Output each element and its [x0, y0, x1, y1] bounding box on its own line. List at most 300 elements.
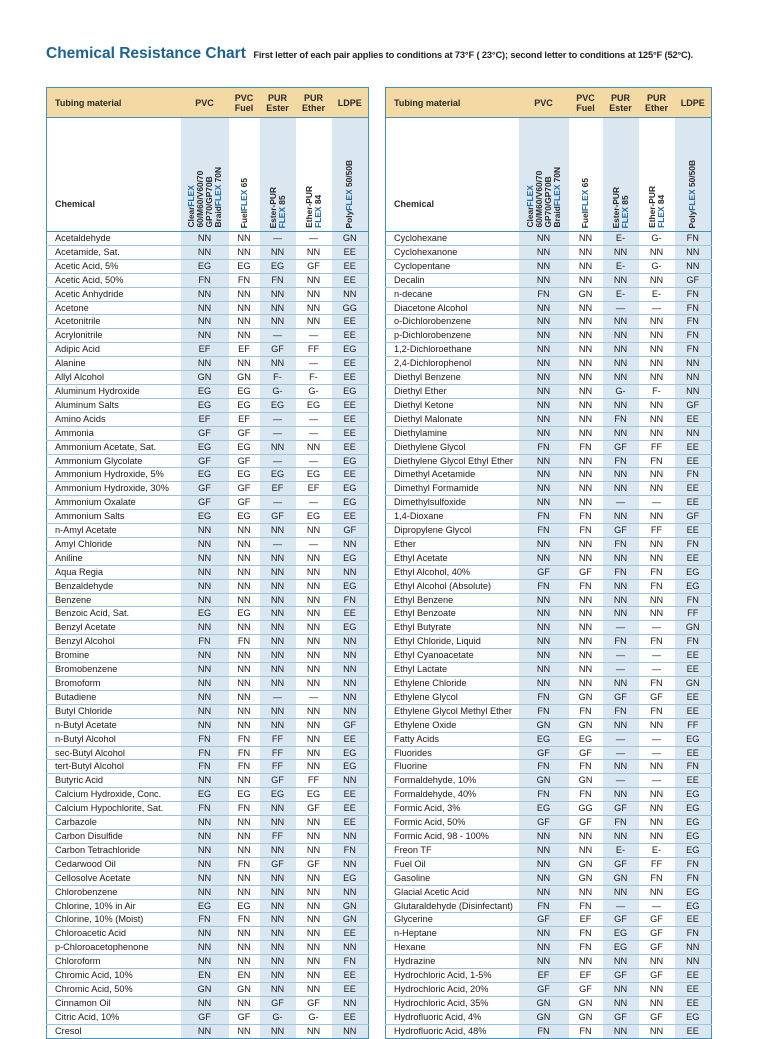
chemical-name: Cyclopentane [386, 259, 519, 273]
pvc-fuel-rating: NN [569, 301, 603, 315]
pvc-fuel-rating: NN [569, 537, 603, 551]
pur-ester-rating: NN [260, 565, 296, 579]
chemical-name: Amino Acids [47, 412, 181, 426]
pvc-rating: GF [181, 454, 229, 468]
pur-ether-rating: — [296, 426, 332, 440]
ldpe-rating: NN [332, 649, 369, 663]
table-row [47, 732, 369, 746]
table-row [386, 718, 712, 732]
pur-ester-rating: — [260, 537, 296, 551]
ldpe-rating: NN [332, 885, 369, 899]
ldpe-rating: EG [675, 579, 712, 593]
table-row [386, 565, 712, 579]
ldpe-products [332, 118, 369, 232]
pur-ester-rating: GF [603, 969, 639, 983]
ldpe-rating: EG [332, 384, 369, 398]
pur-ether-rating: GF [639, 913, 675, 927]
pvc-rating: NN [181, 329, 229, 343]
table-row [47, 232, 369, 246]
table-row [386, 732, 712, 746]
ldpe-rating: EE [332, 245, 369, 259]
pur-ether-rating: NN [296, 663, 332, 677]
chemical-name: Diethyl Ketone [386, 398, 519, 412]
chemical-name: Diethyl Benzene [386, 371, 519, 385]
pvc-fuel-rating: NN [569, 607, 603, 621]
pvc-fuel-rating: NN [229, 663, 260, 677]
table-row [47, 718, 369, 732]
pvc-rating: NN [181, 232, 229, 246]
ldpe-rating: GN [675, 621, 712, 635]
pur-ester-rating: NN [603, 607, 639, 621]
pur-ester-rating: G- [603, 384, 639, 398]
pvc-fuel-rating: NN [569, 384, 603, 398]
chemical-name: Cresol [55, 1025, 82, 1036]
ldpe-rating: NN [675, 384, 712, 398]
chemical-name: Cyclohexane [386, 232, 519, 246]
pur-ester-rating: EG [260, 788, 296, 802]
ldpe-rating: NN [675, 955, 712, 969]
ldpe-rating: FN [675, 468, 712, 482]
pvc-fuel-rating: NN [229, 357, 260, 371]
table-row [386, 663, 712, 677]
ldpe-rating: EE [332, 607, 369, 621]
pvc-rating: NN [519, 621, 569, 635]
chemical-name: Fluorine [386, 760, 519, 774]
pur-ester-rating: — [603, 496, 639, 510]
ldpe-rating: EE [332, 259, 369, 273]
chemical-name: Bromoform [47, 677, 181, 691]
pur-ester-rating: NN [603, 885, 639, 899]
pvc-fuel-rating: NN [569, 426, 603, 440]
pur-ether-rating: NN [639, 816, 675, 830]
pur-ester-rating: NN [603, 788, 639, 802]
pvc-rating: EG [181, 788, 229, 802]
table-row [386, 301, 712, 315]
chemical-name: 1,2-Dichloroethane [386, 343, 519, 357]
pvc-fuel-rating: NN [569, 398, 603, 412]
pvc-rating: FN [181, 760, 229, 774]
pur-ester-rating: NN [260, 927, 296, 941]
pvc-rating: NN [181, 315, 229, 329]
pur-ether-rating: NN [296, 871, 332, 885]
pvc-fuel-rating: NN [229, 301, 260, 315]
table-row [47, 440, 369, 454]
chemical-name: p-Dichlorobenzene [386, 329, 519, 343]
chemical-name: Butyl Chloride [47, 704, 181, 718]
chemical-name: Chlorine, 10% (Moist) [47, 913, 181, 927]
pvc-fuel-rating: EG [229, 788, 260, 802]
pvc-fuel-rating: NN [569, 551, 603, 565]
table-row [386, 941, 712, 955]
chemical-name: n-Amyl Acetate [47, 524, 181, 538]
table-row [47, 802, 369, 816]
pvc-rating: GN [519, 1010, 569, 1024]
pvc-fuel-rating: NN [569, 357, 603, 371]
pur-ether-rating: GF [639, 941, 675, 955]
pvc-rating: NN [181, 718, 229, 732]
ldpe-products [675, 118, 712, 232]
pur-ester-rating: NN [260, 551, 296, 565]
chemical-name: Benzene [47, 593, 181, 607]
table-row [47, 357, 369, 371]
pvc-rating: GF [181, 1010, 229, 1024]
pvc-rating: FN [181, 732, 229, 746]
ldpe-rating: EE [332, 969, 369, 983]
ldpe-rating: NN [332, 1024, 369, 1038]
ldpe-rating: EE [675, 996, 712, 1010]
ldpe-rating: EG [332, 871, 369, 885]
ldpe-rating: GF [675, 273, 712, 287]
pur-ether-rating: NN [296, 565, 332, 579]
chemical-name: Calcium Hydroxide, Conc. [47, 788, 181, 802]
pur-ether-rating: NN [296, 816, 332, 830]
pvc-rating: NN [181, 287, 229, 301]
table-row [47, 635, 369, 649]
table-row [47, 996, 369, 1010]
pur-ether-rating: NN [649, 1025, 664, 1036]
pur-ether-rating: NN [296, 718, 332, 732]
pur-ester-rating: FF [260, 746, 296, 760]
pur-ether-rating: NN [296, 440, 332, 454]
pur-ether-rating: — [296, 454, 332, 468]
ldpe-rating: EG [332, 496, 369, 510]
table-row [47, 412, 369, 426]
pur-ester-rating: GF [603, 524, 639, 538]
pvc-rating: NN [519, 301, 569, 315]
pur-ether-rating: — [296, 496, 332, 510]
chemical-name: Ammonia [47, 426, 181, 440]
pur-ether-rating: NN [639, 482, 675, 496]
chemical-name: 2,4-Dichlorophenol [386, 357, 519, 371]
chemical-name: tert-Butyl Alcohol [47, 760, 181, 774]
pur-ether-rating: — [639, 649, 675, 663]
pvc-fuel-rating: EF [229, 343, 260, 357]
pvc-rating: EF [519, 969, 569, 983]
pvc-rating: NN [519, 412, 569, 426]
pvc-rating: EG [181, 510, 229, 524]
pvc-fuel-rating: NN [569, 371, 603, 385]
pur-ether-rating: FN [639, 565, 675, 579]
pvc-fuel-rating: FN [229, 913, 260, 927]
table-row [386, 343, 712, 357]
chemical-name: Dimethylsulfoxide [386, 496, 519, 510]
ldpe-rating: EE [332, 732, 369, 746]
ldpe-rating: FN [675, 301, 712, 315]
ldpe-rating: FN [675, 927, 712, 941]
pur-ether-product-label: Ether-PUR FLEX 84 [646, 186, 666, 228]
pvc-rating: FN [519, 690, 569, 704]
ldpe-rating: FN [675, 287, 712, 301]
pvc-rating: NN [181, 955, 229, 969]
pur-ester-rating: EG [260, 259, 296, 273]
pvc-fuel-rating: EF [569, 969, 603, 983]
chemical-name: p-Chloroacetophenone [47, 941, 181, 955]
chemical-name: Hexane [386, 941, 519, 955]
pvc-fuel-rating: GN [569, 690, 603, 704]
pur-ether-rating: — [296, 357, 332, 371]
chemical-name: 1,4-Dioxane [386, 510, 519, 524]
ldpe-rating: EE [675, 482, 712, 496]
pvc-rating: FN [519, 899, 569, 913]
pvc-fuel-rating: NN [569, 885, 603, 899]
pur-ether-products [639, 118, 675, 232]
pur-ester-rating: NN [260, 941, 296, 955]
table-row [47, 857, 369, 871]
chemical-name: Acetamide, Sat. [47, 245, 181, 259]
pur-ester-rating: NN [260, 593, 296, 607]
page-subtitle: First letter of each pair applies to conditions at 73°F ( 23°C); second letter to conditions at 125°F (52°C). [253, 50, 694, 60]
pvc-rating: NN [181, 704, 229, 718]
pvc-product-label: ClearFLEX 60/M60/V60/70 GP70/GP70B BraidFLEX 70N [524, 167, 562, 228]
pur-ester-rating: NN [260, 357, 296, 371]
pur-ester-rating: GF [603, 690, 639, 704]
pur-ether-rating: FN [639, 635, 675, 649]
pur-ether-rating: F- [296, 371, 332, 385]
pur-ether-rating: F- [639, 384, 675, 398]
ldpe-rating: EG [675, 843, 712, 857]
chemical-name: Butyric Acid [47, 774, 181, 788]
pur-ether-rating: NN [639, 788, 675, 802]
pur-ester-rating: NN [260, 982, 296, 996]
pur-ester-header: PUR Ester [260, 88, 296, 118]
chemical-name: Fuel Oil [386, 857, 519, 871]
table-row [47, 301, 369, 315]
ldpe-rating: NN [675, 245, 712, 259]
pur-ester-rating: NN [603, 510, 639, 524]
pvc-rating: FN [181, 635, 229, 649]
pur-ether-rating: — [639, 621, 675, 635]
pvc-header: PVC [181, 88, 229, 118]
chemical-name: Citric Acid, 10% [47, 1010, 181, 1024]
chemical-name: Ethyl Alcohol, 40% [386, 565, 519, 579]
pur-ether-rating: NN [296, 941, 332, 955]
pvc-header: PVC [519, 88, 569, 118]
chemical-name: Chlorobenzene [47, 885, 181, 899]
pvc-fuel-rating: NN [229, 232, 260, 246]
pvc-fuel-rating: NN [569, 245, 603, 259]
material-header: Tubing material [386, 88, 519, 118]
ldpe-rating: EE [675, 412, 712, 426]
ldpe-rating: EE [332, 816, 369, 830]
pur-ether-rating: E- [639, 287, 675, 301]
pur-ester-rating: FN [603, 537, 639, 551]
pur-ester-rating: NN [603, 482, 639, 496]
pvc-rating: NN [181, 1024, 229, 1038]
chemical-name: Acetonitrile [47, 315, 181, 329]
pvc-fuel-rating: NN [569, 955, 603, 969]
pur-ether-rating: NN [639, 273, 675, 287]
table-row [386, 371, 712, 385]
table-row [47, 621, 369, 635]
pvc-fuel-product-label: FuelFLEX 65 [238, 177, 249, 228]
pvc-rating: GF [181, 426, 229, 440]
pur-ester-rating: FF [260, 732, 296, 746]
pur-ester-rating: E- [603, 232, 639, 246]
table-row [47, 551, 369, 565]
ldpe-rating: FN [675, 537, 712, 551]
pur-ester-rating: — [260, 232, 296, 246]
pvc-fuel-rating: NN [229, 718, 260, 732]
ldpe-rating: EG [332, 551, 369, 565]
pur-ester-rating: NN [260, 663, 296, 677]
pvc-fuel-rating: GF [229, 426, 260, 440]
table-row [47, 829, 369, 843]
table-row [386, 802, 712, 816]
ldpe-rating: FN [675, 857, 712, 871]
pvc-rating: NN [181, 551, 229, 565]
chemical-name: Cyclohexanone [386, 245, 519, 259]
pvc-rating: GF [181, 496, 229, 510]
pvc-rating: NN [519, 857, 569, 871]
pur-ester-rating: — [603, 746, 639, 760]
pur-ester-rating: GF [603, 440, 639, 454]
pur-ester-rating: NN [603, 371, 639, 385]
ldpe-product-label: PolyFLEX 50/50B [344, 159, 355, 228]
table-row [386, 273, 712, 287]
table-row [386, 955, 712, 969]
pur-ester-rating: NN [260, 704, 296, 718]
chemical-name: Aluminum Hydroxide [47, 384, 181, 398]
pur-ester-rating: NN [603, 273, 639, 287]
chemical-name: Chloroacetic Acid [47, 927, 181, 941]
ldpe-rating: FN [675, 315, 712, 329]
pvc-fuel-rating: FN [569, 927, 603, 941]
pur-ether-rating: NN [306, 1025, 321, 1036]
pvc-fuel-rating: GN [229, 982, 260, 996]
chemical-name: Carbon Tetrachloride [47, 843, 181, 857]
pvc-rating: NN [181, 816, 229, 830]
pvc-rating: NN [181, 690, 229, 704]
table-row [386, 468, 712, 482]
pur-ether-rating: NN [639, 412, 675, 426]
ldpe-rating: GN [675, 677, 712, 691]
pur-ester-rating: FF [260, 829, 296, 843]
pvc-fuel-product-label: FuelFLEX 65 [580, 177, 590, 228]
table-row [47, 885, 369, 899]
table-row [47, 607, 369, 621]
pvc-rating: NN [519, 259, 569, 273]
chemical-name: Ammonium Oxalate [47, 496, 181, 510]
pvc-rating: NN [519, 635, 569, 649]
pur-ether-rating: — [639, 301, 675, 315]
pur-ester-rating: GF [603, 802, 639, 816]
chemical-name: Aluminum Salts [47, 398, 181, 412]
pur-ether-rating: FN [639, 871, 675, 885]
chemical-name: Benzaldehyde [47, 579, 181, 593]
pvc-rating: FN [519, 287, 569, 301]
table-row [386, 621, 712, 635]
pur-ester-header: PUR Ester [603, 88, 639, 118]
pur-ester-rating: NN [260, 802, 296, 816]
pur-ether-rating: FF [639, 857, 675, 871]
pur-ester-rating: NN [603, 982, 639, 996]
pvc-fuel-rating: NN [229, 537, 260, 551]
ldpe-rating: FN [675, 871, 712, 885]
table-row [47, 927, 369, 941]
chemical-name: Hydrazine [386, 955, 519, 969]
chemical-name: Glutaraldehyde (Disinfectant) [386, 899, 519, 913]
chemical-name: Acetone [47, 301, 181, 315]
pvc-fuel-rating: FN [569, 760, 603, 774]
pur-ether-rating: — [639, 496, 675, 510]
pvc-rating: NN [519, 941, 569, 955]
ldpe-rating: EG [675, 802, 712, 816]
chemical-name: Ammonium Glycolate [47, 454, 181, 468]
pur-ether-rating: — [639, 663, 675, 677]
table-row [47, 579, 369, 593]
pvc-rating: EG [181, 259, 229, 273]
pvc-fuel-rating: GF [229, 454, 260, 468]
ldpe-rating: EE [675, 551, 712, 565]
pvc-fuel-rating: NN [569, 621, 603, 635]
pur-ester-rating: NN [260, 245, 296, 259]
ldpe-rating: GN [332, 913, 369, 927]
pvc-rating: NN [519, 315, 569, 329]
pvc-fuel-rating: NN [229, 941, 260, 955]
chemical-name: Diethyl Malonate [386, 412, 519, 426]
pur-ester-rating: GF [260, 857, 296, 871]
pvc-rating: NN [519, 329, 569, 343]
ldpe-rating: EG [332, 454, 369, 468]
table-row [386, 760, 712, 774]
ldpe-rating: EE [675, 969, 712, 983]
pur-ester-rating: — [603, 899, 639, 913]
table-row [386, 816, 712, 830]
pvc-fuel-rating: NN [569, 677, 603, 691]
pur-ether-rating: GF [639, 969, 675, 983]
pvc-rating: NN [181, 649, 229, 663]
pur-ester-rating: — [260, 426, 296, 440]
pur-ether-rating: NN [639, 357, 675, 371]
pvc-fuel-rating: GN [569, 718, 603, 732]
pur-ether-rating: NN [639, 885, 675, 899]
table-row [47, 329, 369, 343]
pvc-fuel-rating: EG [569, 732, 603, 746]
pur-ester-rating: NN [260, 913, 296, 927]
ldpe-rating: EE [332, 982, 369, 996]
pvc-fuel-rating: NN [229, 927, 260, 941]
table-row [47, 315, 369, 329]
table-row [47, 690, 369, 704]
table-row [47, 746, 369, 760]
pur-ester-rating: NN [260, 649, 296, 663]
table-row [47, 565, 369, 579]
pvc-rating: NN [181, 927, 229, 941]
pvc-rating: NN [519, 871, 569, 885]
chemical-name: Ethylene Glycol [386, 690, 519, 704]
table-row [47, 816, 369, 830]
pvc-products [181, 118, 229, 232]
table-row [47, 969, 369, 983]
pvc-fuel-header: PVC Fuel [569, 88, 603, 118]
pur-ether-rating: NN [296, 704, 332, 718]
chemical-name: Ethyl Butyrate [386, 621, 519, 635]
ldpe-rating: FN [675, 232, 712, 246]
ldpe-rating: NN [332, 704, 369, 718]
pvc-fuel-rating: EF [569, 913, 603, 927]
chemical-header: Chemical [47, 118, 181, 232]
pur-ether-rating: NN [296, 551, 332, 565]
chemical-name: Chloroform [47, 955, 181, 969]
pvc-fuel-rating: NN [229, 593, 260, 607]
pur-ether-rating: — [639, 732, 675, 746]
chemical-name: sec-Butyl Alcohol [47, 746, 181, 760]
pur-ether-rating: EF [296, 482, 332, 496]
pvc-rating: NN [181, 537, 229, 551]
ldpe-rating: EE [332, 329, 369, 343]
pvc-fuel-rating: GF [569, 565, 603, 579]
table-row [386, 746, 712, 760]
